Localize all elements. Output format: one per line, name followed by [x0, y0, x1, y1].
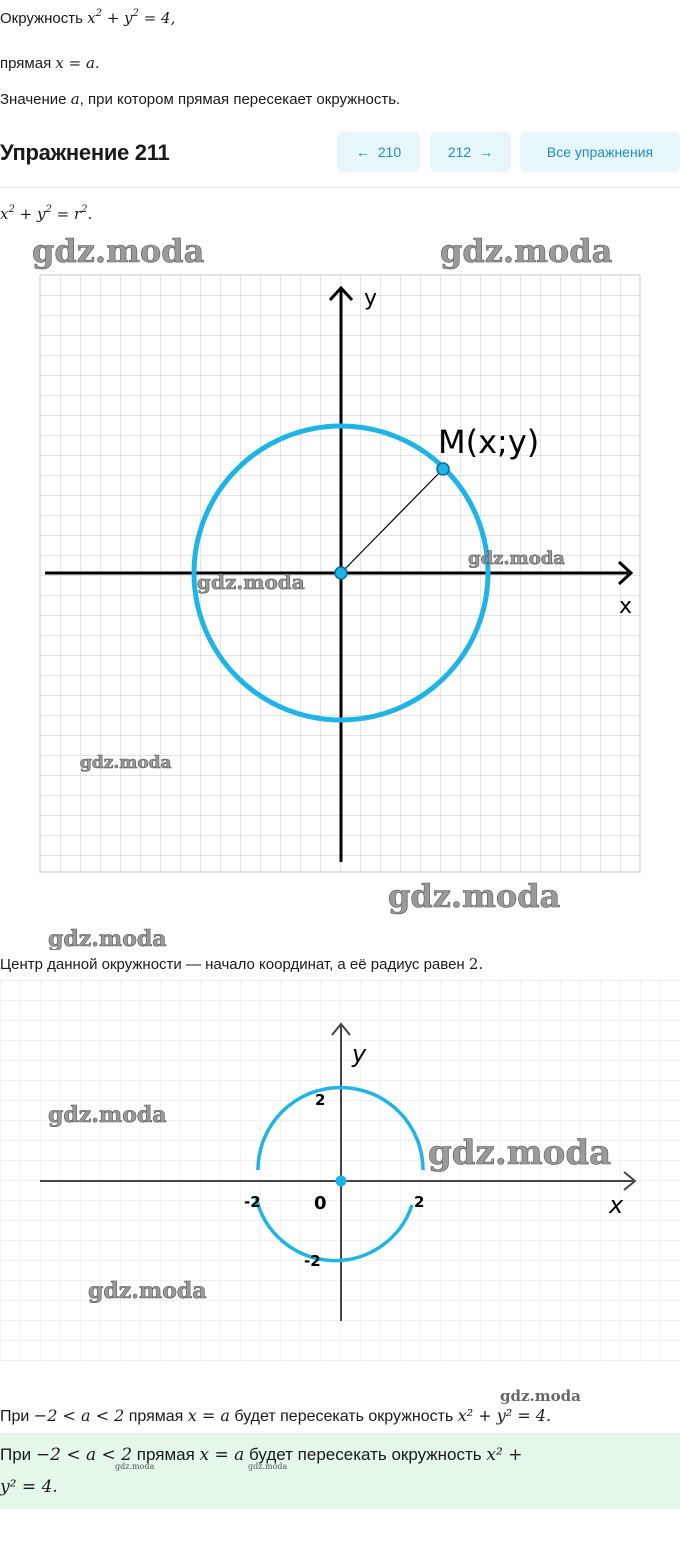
- tick-label-x-pos: 2: [414, 1193, 425, 1211]
- arrow-left-icon: ←: [355, 144, 370, 160]
- watermark: gdz.moda: [80, 753, 172, 773]
- prev-exercise-button[interactable]: [337, 132, 420, 172]
- problem-text-line: прямая: [0, 55, 52, 72]
- problem-text-circle: Окружность: [0, 10, 83, 27]
- tick-label-y-neg: -2: [304, 1252, 321, 1270]
- answer-post: будет пересекать окружность: [249, 1445, 482, 1464]
- figure-circle-general: [0, 225, 680, 950]
- problem-line-2: [0, 53, 100, 74]
- watermark: gdz.moda: [48, 926, 167, 950]
- problem-line-3: [0, 89, 400, 110]
- conclusion-post: будет пересекать окружность: [234, 1408, 454, 1425]
- answer-circle-eq-part2: y² = 4.: [0, 1477, 58, 1497]
- all-exercises-button[interactable]: [520, 132, 680, 172]
- watermark: gdz.moda: [428, 1133, 612, 1173]
- watermark: gdz.moda: [388, 877, 561, 915]
- next-exercise-button[interactable]: [430, 132, 511, 172]
- page-title: Упражнение 211: [0, 140, 170, 165]
- radius-value: 2.: [468, 955, 484, 973]
- problem-text-value: Значение: [0, 91, 67, 108]
- y-axis-label: y: [352, 1040, 367, 1068]
- watermark: gdz.moda: [468, 548, 565, 569]
- conclusion-circle-eq: x² + y² = 4.: [457, 1406, 552, 1425]
- conclusion-line: [0, 1406, 551, 1427]
- y-axis-label: y: [364, 286, 378, 311]
- conclusion-line-eq: x = a: [187, 1406, 230, 1425]
- watermark: gdz.moda: [88, 1278, 207, 1304]
- problem-math-circle: $x^2 + y^2 = 4$,: [87, 8, 176, 27]
- watermark: gdz.moda: [115, 1462, 155, 1471]
- all-exercises-label: Все упражнения: [546, 144, 654, 160]
- watermark: gdz.moda: [32, 232, 205, 270]
- answer-mid: прямая: [136, 1445, 195, 1464]
- answer-circle-eq-part1: x² +: [486, 1445, 523, 1465]
- conclusion-inequality: −2 < a < 2: [33, 1406, 125, 1425]
- watermark: gdz.moda: [248, 1462, 288, 1471]
- x-axis-label: x: [609, 1191, 624, 1219]
- answer-line-eq: x = a: [199, 1445, 245, 1465]
- answer-pre: При: [0, 1445, 32, 1464]
- watermark: gdz.moda: [48, 1102, 167, 1128]
- solution-center-text: [0, 954, 483, 975]
- figure-circle-radius-2: [0, 980, 680, 1365]
- point-m: [437, 463, 449, 475]
- x-axis-label: x: [619, 594, 633, 619]
- answer-inequality: −2 < a < 2: [35, 1445, 133, 1465]
- tick-label-y-pos: 2: [315, 1091, 326, 1109]
- conclusion-mid: прямая: [128, 1408, 184, 1425]
- center-radius-text: Центр данной окружности — начало координат, а её радиус равен: [0, 956, 465, 973]
- problem-text-question: , при котором прямая пересекает окружность.: [79, 91, 401, 108]
- problem-math-line: x = a.: [55, 54, 100, 72]
- center-point: [335, 567, 347, 579]
- answer-box: [0, 1433, 680, 1509]
- point-m-label: M(x;y): [438, 423, 540, 461]
- tick-label-x-neg: -2: [244, 1193, 261, 1211]
- conclusion-pre: При: [0, 1408, 30, 1425]
- arrow-right-icon: →: [479, 144, 494, 160]
- center-point: [336, 1176, 347, 1187]
- solution-formula: $x^2 + y^2 = r^2$.: [0, 204, 93, 223]
- answer-text: [0, 1439, 522, 1503]
- watermark: gdz.moda: [500, 1387, 581, 1405]
- origin-label: 0: [314, 1193, 327, 1214]
- watermark: gdz.moda: [440, 232, 613, 270]
- problem-var-a: a: [70, 90, 80, 108]
- next-exercise-label: 212: [447, 144, 472, 160]
- header-divider: [0, 187, 680, 188]
- watermark: gdz.moda: [197, 570, 305, 594]
- prev-exercise-label: 210: [377, 144, 402, 160]
- problem-line-1: [0, 8, 175, 29]
